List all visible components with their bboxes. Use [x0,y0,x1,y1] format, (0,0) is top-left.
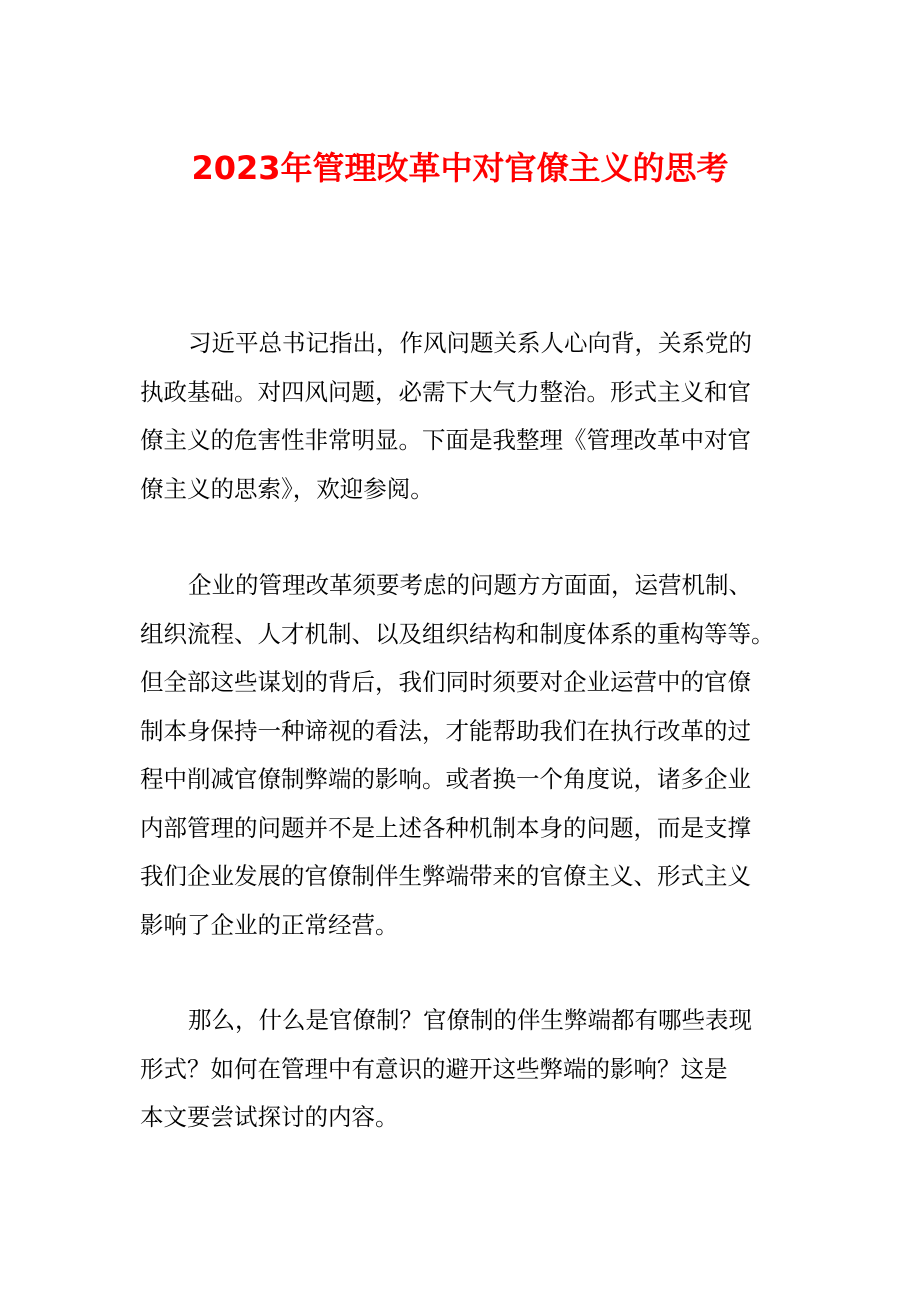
paragraph-line: 本文要尝试探讨的内容。 [140,1103,399,1131]
paragraph-line: 制本身保持一种谛视的看法，才能帮助我们在执行改革的过 [140,716,751,745]
paragraph-line: 影响了企业的正常经营。 [140,910,399,939]
paragraph-line: 组织流程、人才机制、以及组织结构和制度体系的重构等等。 [140,619,775,648]
paragraph-intro [140,319,800,513]
paragraph-line: 执政基础。对四风问题，必需下大气力整治。形式主义和官 [140,377,751,406]
paragraph-line: 僚主义的思索》，欢迎参阅。 [140,474,434,503]
paragraph-line: 但全部这些谋划的背后，我们同时须要对企业运营中的官僚 [140,668,751,696]
paragraph-line: 内部管理的问题并不是上述各种机制本身的问题，而是支撑 [140,813,751,842]
paragraph-line: 程中削减官僚制弊端的影响。或者换一个角度说，诸多企业 [140,765,751,793]
paragraph-line: 我们企业发展的官僚制伴生弊端带来的官僚主义、形式主义 [140,862,751,890]
paragraph-line: 企业的管理改革须要考虑的问题方方面面，运营机制、 [188,571,752,599]
paragraph-line: 习近平总书记指出，作风问题关系人心向背，关系党的 [188,329,752,357]
paragraph-questions [140,996,800,1142]
paragraph-line: 那么，什么是官僚制？官僚制的伴生弊端都有哪些表现 [188,1006,752,1034]
paragraph-line: 僚主义的危害性非常明显。下面是我整理《管理改革中对官 [140,426,751,454]
paragraph-management-reform [140,561,800,949]
paragraph-line: 形式？如何在管理中有意识的避开这些弊端的影响？这是 [140,1054,728,1083]
document-title: 2023年管理改革中对官僚主义的思考 [191,149,729,187]
